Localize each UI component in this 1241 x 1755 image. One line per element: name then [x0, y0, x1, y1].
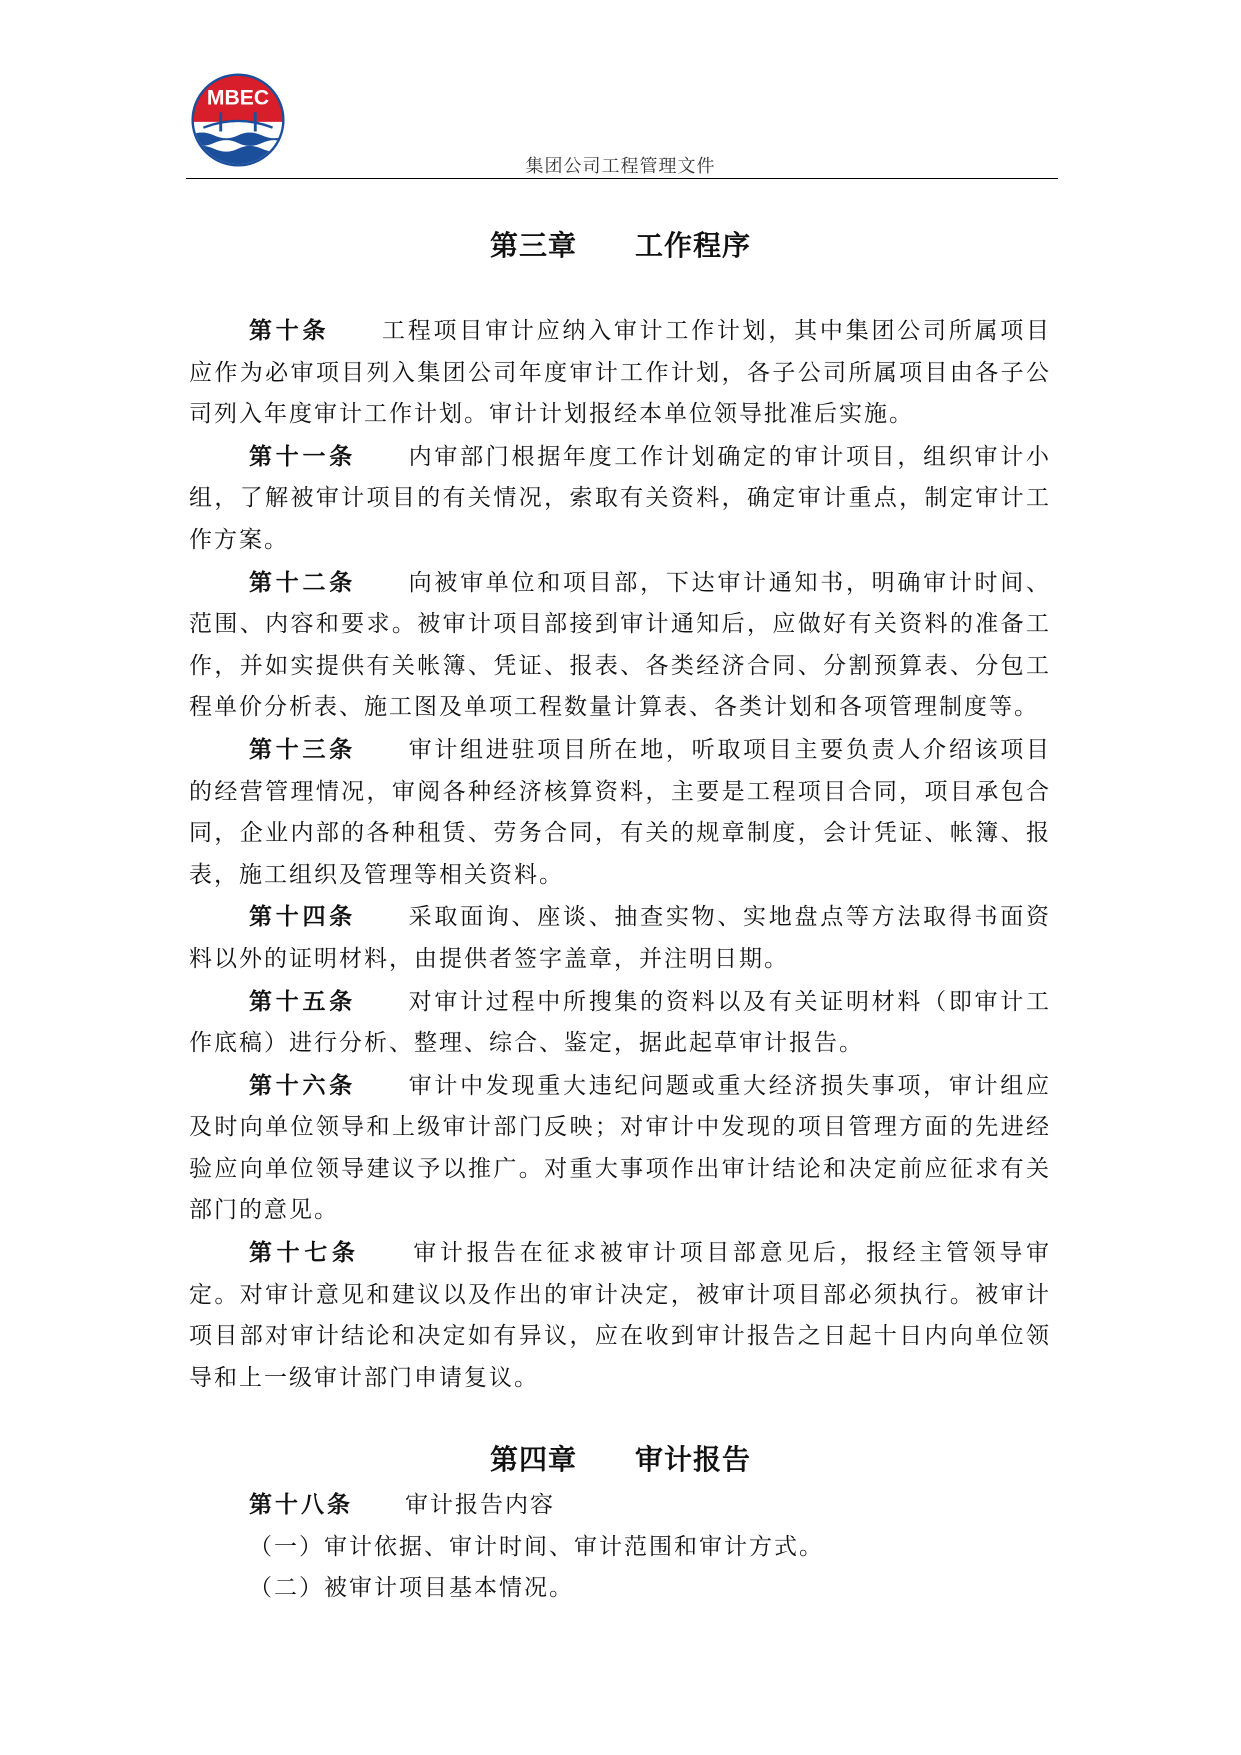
- article-number: 第十七条: [249, 1239, 360, 1267]
- article-text: 审计报告在征求被审计项目部意见后，报经主管领导审定。对审计意见和建议以及作出的审计决定，被审计项目部必须执行。被审计项目部对审计结论和决定如有异议，应在收到审计报告之日起十日内向单位领导和上一级审计部门申请复议。: [189, 1240, 1052, 1391]
- header-divider: [186, 178, 1058, 179]
- chapter-title: 工作程序: [635, 229, 752, 262]
- article-text: 向被审单位和项目部，下达审计通知书，明确审计时间、范围、内容和要求。被审计项目部接到审计通知后，应做好有关资料的准备工作，并如实提供有关帐簿、凭证、报表、各类经济合同、分割预算表、分包工程单价分析表、施工图及单项工程数量计算表、各类计划和各项管理制度等。: [189, 569, 1052, 721]
- article-17: [189, 1232, 1051, 1399]
- chapter-number: 第三章: [489, 229, 577, 262]
- article-number: 第十六条: [249, 1071, 356, 1099]
- article-number: 第十八条: [249, 1491, 353, 1518]
- list-item: （二）被审计项目基本情况。: [249, 1575, 574, 1602]
- article-text: 内审部门根据年度工作计划确定的审计项目，组织审计小组，了解被审计项目的有关情况，索取有关资料，确定审计重点，制定审计工作方案。: [189, 443, 1052, 553]
- article-text: 审计中发现重大违纪问题或重大经济损失事项，审计组应及时向单位领导和上级审计部门反映；对审计中发现的项目管理方面的先进经验应向单位领导建议予以推广。对重大事项作出审计结论和决定前应征求有关部门的意见。: [189, 1072, 1052, 1224]
- article-number: 第十四条: [249, 903, 356, 931]
- chapter-number: 第四章: [489, 1443, 577, 1476]
- article-text: 工程项目审计应纳入审计工作计划，其中集团公司所属项目应作为必审项目列入集团公司年度审计工作计划，各子公司所属项目由各子公司列入年度审计工作计划。审计计划报经本单位领导批准后实施。: [189, 318, 1052, 428]
- chapter-4-body: [189, 1484, 1051, 1610]
- article-number: 第十三条: [249, 735, 356, 763]
- article-number: 第十条: [249, 317, 330, 344]
- chapter-title: 审计报告: [635, 1443, 752, 1476]
- article-text: 采取面询、座谈、抽查实物、实地盘点等方法取得书面资料以外的证明材料，由提供者签字盖章，并注明日期。: [189, 904, 1052, 972]
- list-item: （一）审计依据、审计时间、审计范围和审计方式。: [249, 1533, 824, 1560]
- article-14: [189, 896, 1051, 980]
- article-number: 第十二条: [249, 568, 356, 596]
- article-15: [189, 981, 1051, 1065]
- article-text: 审计组进驻项目所在地，听取项目主要负责人介绍该项目的经营管理情况，审阅各种经济核算资料，主要是工程项目合同，项目承包合同，企业内部的各种租赁、劳务合同，有关的规章制度，会计凭证、帐簿、报表，施工组织及管理等相关资料。: [189, 736, 1052, 888]
- article-number: 第十一条: [249, 442, 356, 470]
- article-18: [189, 1484, 1051, 1527]
- logo-text: MBEC: [206, 86, 270, 110]
- chapter-3-body: [189, 310, 1051, 1399]
- article-13: [189, 729, 1051, 896]
- chapter-heading-4: [0, 1438, 1241, 1478]
- article-16: [189, 1065, 1051, 1232]
- article-10: [189, 310, 1051, 436]
- document-header-title: 集团公司工程管理文件: [525, 156, 716, 177]
- article-number: 第十五条: [249, 987, 356, 1015]
- chapter-heading-3: [0, 224, 1241, 264]
- article-text: 对审计过程中所搜集的资料以及有关证明材料（即审计工作底稿）进行分析、整理、综合、鉴定，据此起草审计报告。: [189, 988, 1052, 1057]
- article-text: 审计报告内容: [405, 1492, 555, 1518]
- article-12: [189, 562, 1051, 729]
- article-11: [189, 436, 1051, 562]
